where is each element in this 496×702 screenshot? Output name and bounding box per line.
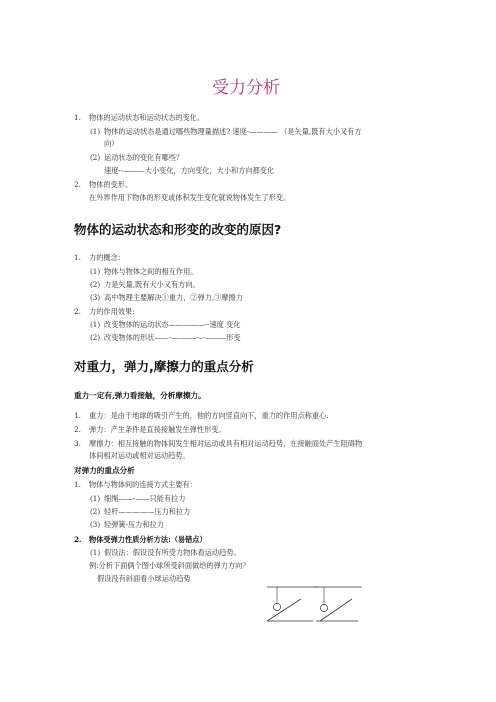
list-item: 假设法：假设没有所受力物体看运动趋势。 (104, 548, 241, 557)
list-number: 2. (74, 535, 82, 544)
example-text: 假设没有斜面看小球运动趋势 (97, 574, 191, 583)
list-item: 力的概念： (89, 253, 125, 262)
list-item: 弹力：产生条件是直接接触发生弹性形变。 (89, 425, 226, 434)
incline-ball-diagram-2 (310, 585, 370, 629)
list-item-continuation: 在外界作用下物体的形变或体积发生变化就说物体发生了形变。 (89, 193, 291, 202)
list-number: 1. (74, 411, 81, 420)
list-number: (3) (90, 293, 101, 302)
list-item: 重力：是由于地球的吸引产生的，他的方向竖直向下，重力的作用点称重心. (89, 411, 329, 420)
list-item: 力的作用效果: (89, 307, 135, 316)
list-number: (2) (90, 280, 101, 289)
list-item: 物体的运动状态是通过哪些物理量描述? 速度-———— （是矢量,既有大小又有方 (104, 127, 362, 136)
list-item: 高中物理主要解决①重力，②弹力,③摩擦力 (104, 293, 243, 302)
list-number: 1. (74, 480, 81, 489)
list-number: 3. (74, 439, 81, 448)
list-number: (2) (90, 507, 101, 516)
list-item: 运动状态的变化有哪些？ (104, 153, 184, 162)
page-title: 受力分析 (212, 78, 280, 98)
list-number: 1. (74, 113, 81, 122)
list-item: 轻弹簧-压力和拉力 (104, 520, 164, 529)
list-item: 细绳——-——只能有拉力 (104, 494, 186, 503)
list-number: 2. (74, 180, 81, 189)
list-item: 物体与物体之间的相互作用。 (104, 267, 198, 276)
list-item: 摩擦力：相互接触的物体间发生相对运动或具有相对运动趋势，在接触面处产生阻碍物 (89, 439, 363, 448)
list-item: 物体的变形。 (89, 180, 133, 189)
list-number: (3) (90, 520, 101, 529)
list-number: (1) (90, 494, 101, 503)
list-number: 2. (74, 425, 81, 434)
section-heading: 对重力，弹力,摩擦力的重点分析 (74, 359, 254, 374)
list-number: (2) (90, 333, 101, 342)
subheading: 对弹力的重点分析 (74, 466, 135, 475)
list-item: 物体与物体间的连接方式主要有： (89, 480, 197, 489)
bold-summary-line: 重力一定有,弹力看接触，分析摩擦力。 (74, 391, 206, 400)
list-item-continuation: 速度--———大小变化，方向变化，大小和方向都变化 (104, 166, 275, 175)
list-number: (1) (90, 320, 101, 329)
list-item: 物体的运动状态和运动状态的变化。 (89, 113, 205, 122)
list-number: (1) (90, 548, 101, 557)
list-number: (1) (90, 127, 101, 136)
list-item-continuation: 向） (104, 139, 119, 148)
example-text: 例:分析下面俩个图小球所受斜面做给的弹力方向？ (89, 561, 250, 570)
section-heading: 物体的运动状态和形变的改变的原因? (74, 222, 282, 237)
list-item: 力是矢量,既有大小又有方向。 (104, 280, 200, 289)
list-number: 1. (74, 253, 81, 262)
list-number: (1) (90, 267, 101, 276)
list-number: (2) (90, 153, 101, 162)
list-item: 轻杆—————压力和拉力 (104, 507, 191, 516)
list-item: 改变物体的形状——-—–——-–-———形变 (104, 333, 241, 342)
list-number: 2. (74, 307, 81, 316)
list-item-continuation: 体间相对运动或相对运动趋势。 (89, 451, 190, 460)
list-item: 物体受弹力性质分析方法:（易错点） (89, 535, 207, 544)
list-item: 改变物体的运动状态—————--速度 变化 (104, 320, 241, 329)
